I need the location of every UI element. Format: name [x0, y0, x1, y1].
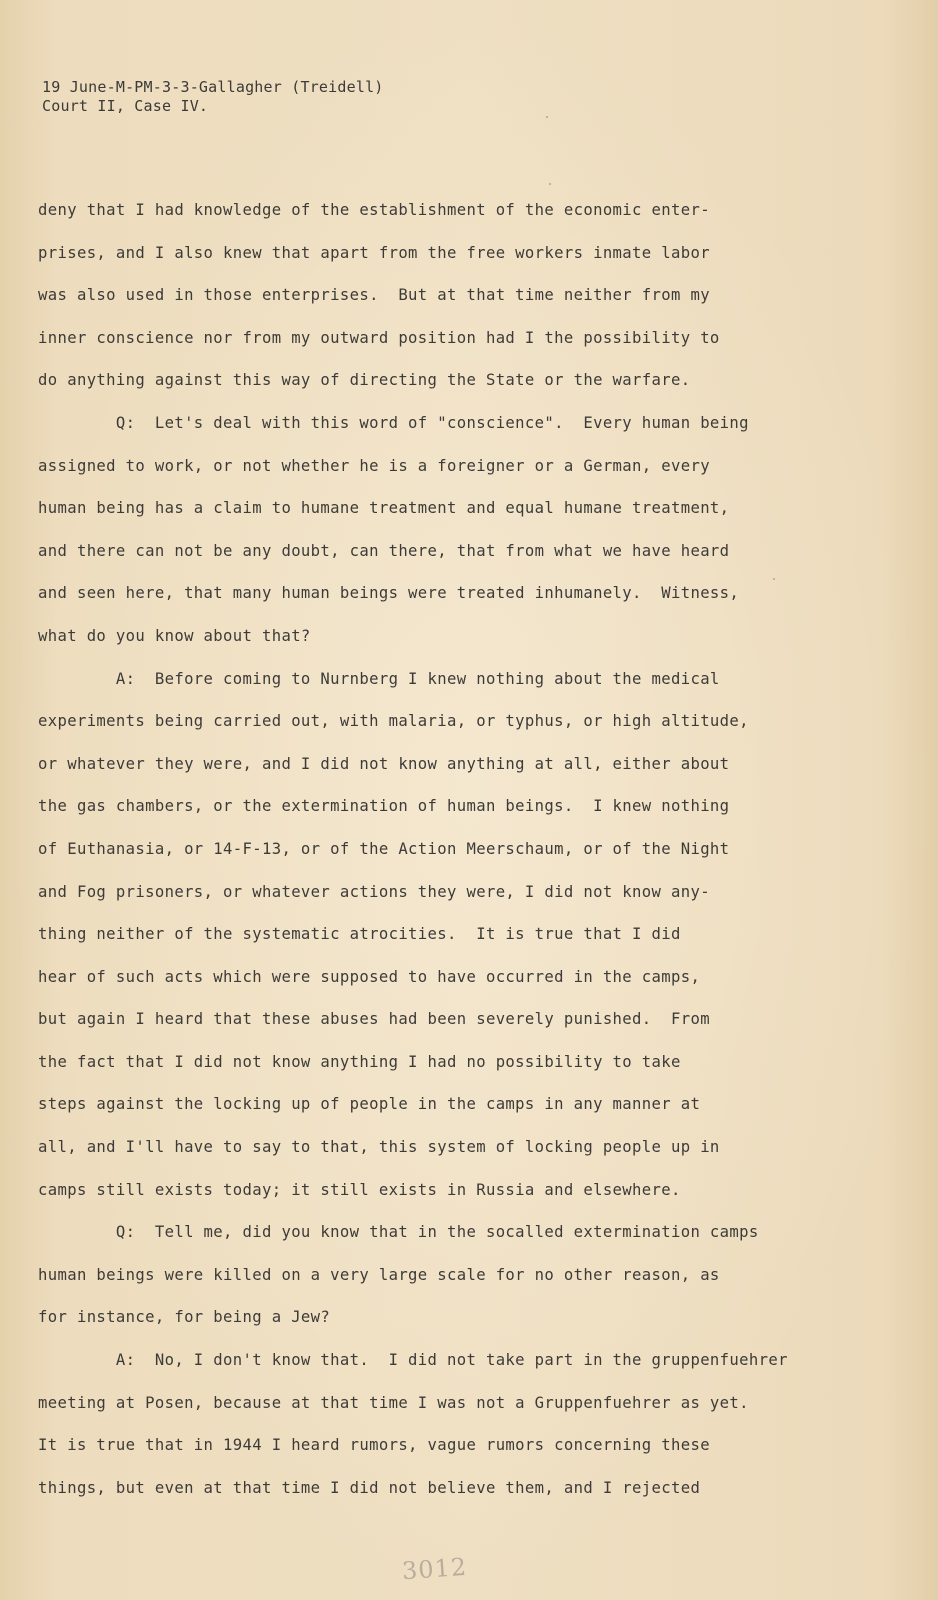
transcript-line: Q: Let's deal with this word of "conscience". Every human being: [38, 413, 749, 432]
transcript-line: hear of such acts which were supposed to have occurred in the camps,: [38, 967, 701, 986]
transcript-line: and seen here, that many human beings were treated inhumanely. Witness,: [38, 584, 740, 603]
page-number: 3012: [401, 1552, 468, 1586]
transcript-line: things, but even at that time I did not believe them, and I rejected: [38, 1478, 701, 1497]
paper-speck: [546, 116, 548, 118]
transcript-line: was also used in those enterprises. But at that time neither from my: [38, 286, 710, 305]
transcript-line: A: No, I don't know that. I did not take part in the gruppenfuehrer: [38, 1351, 788, 1370]
transcript-line: assigned to work, or not whether he is a foreigner or a German, every: [38, 456, 710, 475]
transcript-line: prises, and I also knew that apart from the free workers inmate labor: [38, 243, 710, 262]
header-session-line: 19 June-M-PM-3-3-Gallagher (Treidell): [42, 78, 384, 96]
transcript-line: It is true that in 1944 I heard rumors, vague rumors concerning these: [38, 1436, 710, 1455]
transcript-line: deny that I had knowledge of the establishment of the economic enter-: [38, 201, 710, 219]
transcript-line: steps against the locking up of people in the camps in any manner at: [38, 1095, 701, 1114]
transcript-line: what do you know about that?: [38, 626, 311, 645]
header-court-line: Court II, Case IV.: [42, 97, 209, 115]
paper-speck: [549, 183, 551, 185]
transcript-line: Q: Tell me, did you know that in the socalled extermination camps: [38, 1223, 759, 1242]
transcript-line: of Euthanasia, or 14-F-13, or of the Action Meerschaum, or of the Night: [38, 839, 730, 858]
transcript-line: and there can not be any doubt, can there, that from what we have heard: [38, 541, 730, 560]
transcript-body: [38, 200, 898, 1520]
transcript-line: all, and I'll have to say to that, this system of locking people up in: [38, 1138, 720, 1157]
transcript-line: A: Before coming to Nurnberg I knew nothing about the medical: [38, 669, 720, 688]
transcript-line: human being has a claim to humane treatment and equal humane treatment,: [38, 499, 730, 518]
transcript-line: inner conscience nor from my outward position had I the possibility to: [38, 328, 720, 347]
transcript-line: meeting at Posen, because at that time I was not a Gruppenfuehrer as yet.: [38, 1393, 749, 1412]
paper-speck: [773, 578, 775, 580]
transcript-line: human beings were killed on a very large scale for no other reason, as: [38, 1265, 720, 1284]
transcript-line: do anything against this way of directing the State or the warfare.: [38, 371, 691, 390]
transcript-line: camps still exists today; it still exists in Russia and elsewhere.: [38, 1180, 681, 1199]
transcript-line: the fact that I did not know anything I had no possibility to take: [38, 1052, 681, 1071]
transcript-line: experiments being carried out, with malaria, or typhus, or high altitude,: [38, 712, 749, 731]
transcript-line: the gas chambers, or the extermination of human beings. I knew nothing: [38, 797, 730, 816]
transcript-line: thing neither of the systematic atrocities. It is true that I did: [38, 925, 681, 944]
transcript-line: but again I heard that these abuses had been severely punished. From: [38, 1010, 710, 1029]
transcript-line: and Fog prisoners, or whatever actions they were, I did not know any-: [38, 882, 710, 901]
transcript-line: or whatever they were, and I did not know anything at all, either about: [38, 754, 730, 773]
transcript-line: for instance, for being a Jew?: [38, 1308, 331, 1327]
document-header: [42, 78, 384, 116]
